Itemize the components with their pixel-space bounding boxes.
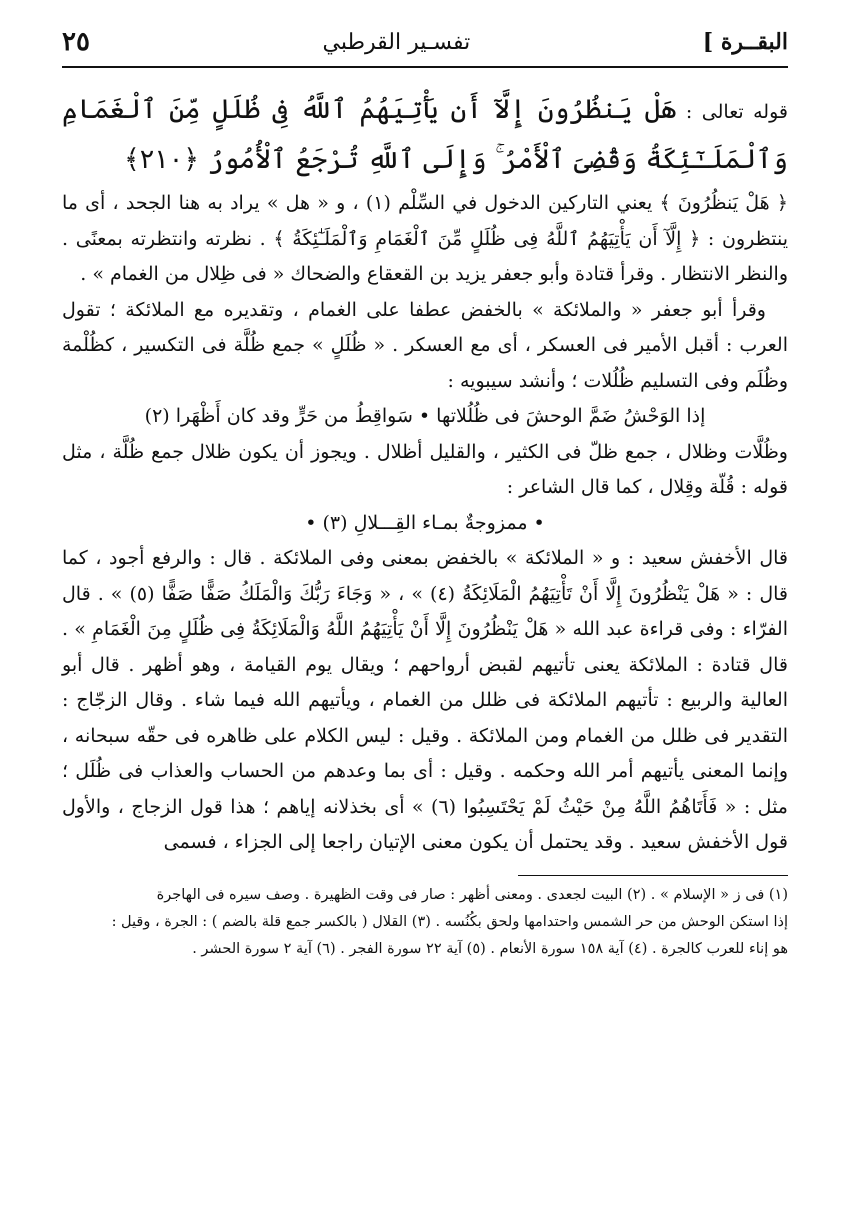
footnote-separator (518, 875, 788, 876)
poetry-line-1: إذا الوَحْشُ ضَمَّ الوحشَ فى ظُلُلاتها • سَواقِطُ من حَرٍّ وقد كان أَظْهَرا (٢) (144, 405, 706, 427)
verse-text: هَلْ يَنظُرُونَ إِلَّآ أَن يَأْتِيَهُمُ ٱللَّهُ فِى ظُلَلٍ مِّنَ ٱلْغَمَامِ وَٱلْمَلَـٰٓئِكَةُ وَقُضِىَ ٱلْأَمْرُ ۚ وَإِلَى ٱللَّهِ تُرْجَعُ ٱلْأُمُورُ ﴿٢١٠﴾ (62, 94, 788, 175)
paragraph-3: وظُلَّات وظلال ، جمع ظلّ فى الكثير ، والقليل أظلال . ويجوز أن يكون ظلال جمع ظُلَّة ، مثل قوله : قُلّة وقِلال ، كما قال الشاعر : (62, 440, 788, 498)
poetry-line-2: • ممزوجةٌ بمـاء القِـــلالِ (٣) • (305, 511, 545, 534)
footnotes (62, 882, 788, 963)
book-title: تفسـير القرطبي (322, 29, 471, 55)
footnote-line: هو إناء للعرب كالجرة . (٤) آية ١٥٨ سورة الأنعام . (٥) آية ٢٢ سورة الفجر . (٦) آية ٢ سورة الحشر . (192, 940, 788, 957)
verse-intro: قوله تعالى : (685, 101, 788, 123)
page-header (62, 22, 788, 68)
surah-name: البقــرة ] (702, 29, 788, 55)
page-content (62, 86, 788, 861)
paragraph-2: وقرأ أبو جعفر « والملائكة » بالخفض عطفا على الغمام ، وتقديره مع الملائكة ؛ تقول العرب : أقبل الأمير فى العسكر ، أى مع العسكر . « ظُلَلٍ » جمع ظُلَّة فى التكسير ، كظُلْمة وظُلَم وفى التسليم ظُلُلات ؛ وأنشد سيبويه : (62, 298, 788, 392)
quran-verse (62, 86, 788, 186)
paragraph-4: قال الأخفش سعيد : و « الملائكة » بالخفض بمعنى وفى الملائكة . قال : والرفع أجود ، كما قال : « هَلْ يَنْظُرُونَ إِلَّا أَنْ تَأْتِيَهُمُ الْمَلَائِكَةُ (٤) » ، « وَجَاءَ رَبُّكَ وَالْمَلَكُ صَفًّا صَفًّا (٥) » . قال الفرّاء : وفى قراءة عبد الله « هَلْ يَنْظُرُونَ إِلَّا أَنْ يَأْتِيَهُمُ اللَّهُ وَالْمَلَائِكَةُ فِى ظُلَلٍ مِنَ الْغَمَامِ » . قال قتادة : الملائكة يعنى تأتيهم لقبض أرواحهم ؛ ويقال يوم القيامة ، وهو أظهر . قال أبو العالية والربيع : تأتيهم الملائكة فى ظلل من الغمام ، ويأتيهم الله فيما شاء . وقال الزجّاج : التقدير فى ظلل من الغمام ومن الملائكة . وقيل : ليس الكلام على ظاهره فى حقّه سبحانه ، وإنما المعنى يأتيهم أمر الله وحكمه . وقيل : أى بما وعدهم من الحساب والعذاب فى ظُلَل ؛ مثل : « فَأَتَاهُمُ اللَّهُ مِنْ حَيْثُ لَمْ يَحْتَسِبُوا (٦) » أى بخذلانه إياهم ؛ هذا قول الزجاج ، والأول قول الأخفش سعيد . وقد يحتمل أن يكون معنى الإتيان راجعا إلى الجزاء ، فسمى (62, 547, 788, 853)
page-number: ٢٥ (62, 27, 90, 57)
footnote-line: إذا استكن الوحش من حر الشمس واحتدامها ولحق بكُنُسه . (٣) القلال ( بالكسر جمع قلة بالضم ) : الجرة ، وقيل : (111, 913, 788, 930)
paragraph-1: ﴿ هَلْ يَنظُرُونَ ﴾ يعني التاركين الدخول في السِّلْم (١) ، و « هل » يراد به هنا الجحد ، أى ما ينتظرون : ﴿ إِلَّآ أَن يَأْتِيَهُمُ ٱللَّهُ فِى ظُلَلٍ مِّنَ ٱلْغَمَامِ وَٱلْمَلَـٰٓئِكَةُ ﴾ . نظرته وانتظرته بمعنًى . والنظر الانتظار . وقرأ قتادة وأبو جعفر يزيد بن القعقاع والضحاك « فى ظِلال من الغمام » . (62, 192, 788, 285)
footnote-line: (١) فى ز « الإسلام » . (٢) البيت لجعدى . ومعنى أظهر : صار فى وقت الظهيرة . وصف سيره فى الهاجرة (156, 886, 788, 903)
